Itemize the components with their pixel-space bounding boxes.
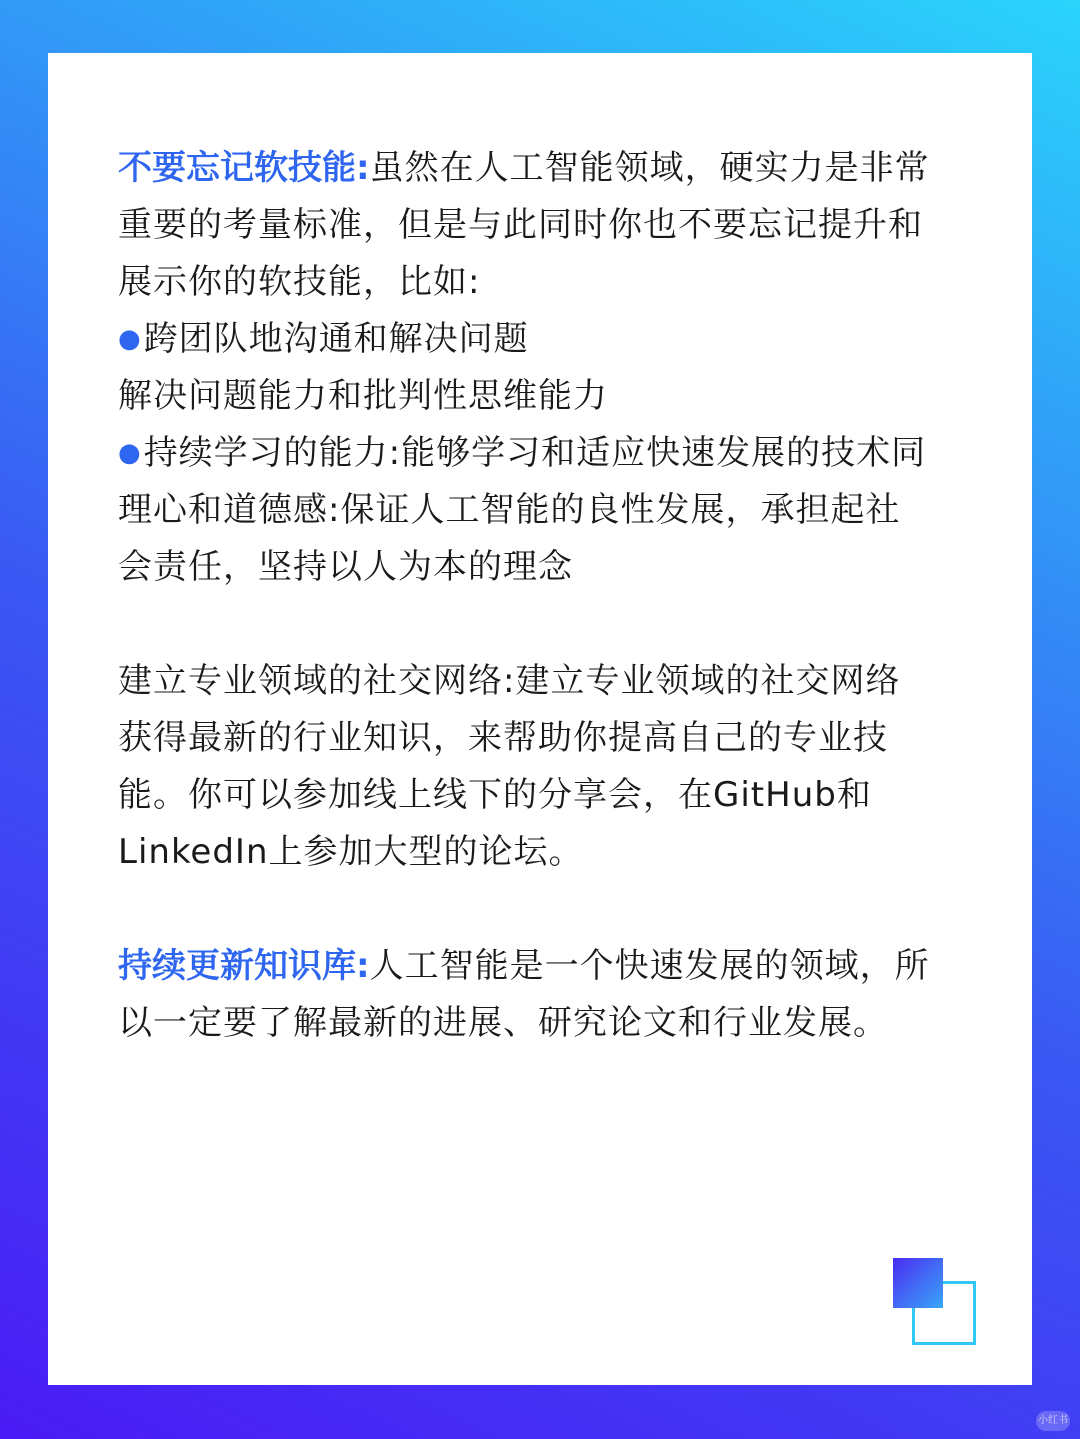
text-segment: 虽然在人工智能领域，硬实力是非常 [369,148,930,188]
text-segment: 人工智能是一个快速发展的领域，所 [369,946,930,986]
section-knowledge [118,938,968,1052]
text-line: 建立专业领域的社交网络:建立专业领域的社交网络 [118,661,901,701]
article-body [118,140,968,1052]
text-line: 以一定要了解最新的进展、研究论文和行业发展。 [118,1003,888,1043]
bullet-text: 持续学习的能力:能够学习和适应快速发展的技术同 [143,433,927,473]
text-line: 会责任，坚持以人为本的理念 [118,547,573,587]
bullet-dot-icon: ● [118,324,142,354]
text-line: LinkedIn上参加大型的论坛。 [118,832,584,872]
bullet-item [118,425,968,482]
text-line: 展示你的软技能，比如: [118,262,481,302]
bullet-dot-icon: ● [118,438,142,468]
text-line: 能。你可以参加线上线下的分享会，在GitHub和 [118,775,872,815]
watermark-badge: 小红书 [1036,1411,1070,1431]
filled-square [893,1258,943,1308]
section-soft-skills [118,140,968,596]
text-line: 理心和道德感:保证人工智能的良性发展，承担起社 [118,490,901,530]
text-line: 获得最新的行业知识，来帮助你提高自己的专业技 [118,718,888,758]
text-line: 重要的考量标准，但是与此同时你也不要忘记提升和 [118,205,923,245]
text-line [118,938,968,995]
section-heading: 不要忘记软技能: [118,148,370,188]
bullet-item [118,311,968,368]
text-line [118,140,968,197]
text-line: 解决问题能力和批判性思维能力 [118,376,608,416]
section-heading: 持续更新知识库: [118,946,370,986]
section-networking [118,653,968,881]
bullet-text: 跨团队地沟通和解决问题 [143,319,529,359]
decorative-squares-icon [893,1258,983,1350]
